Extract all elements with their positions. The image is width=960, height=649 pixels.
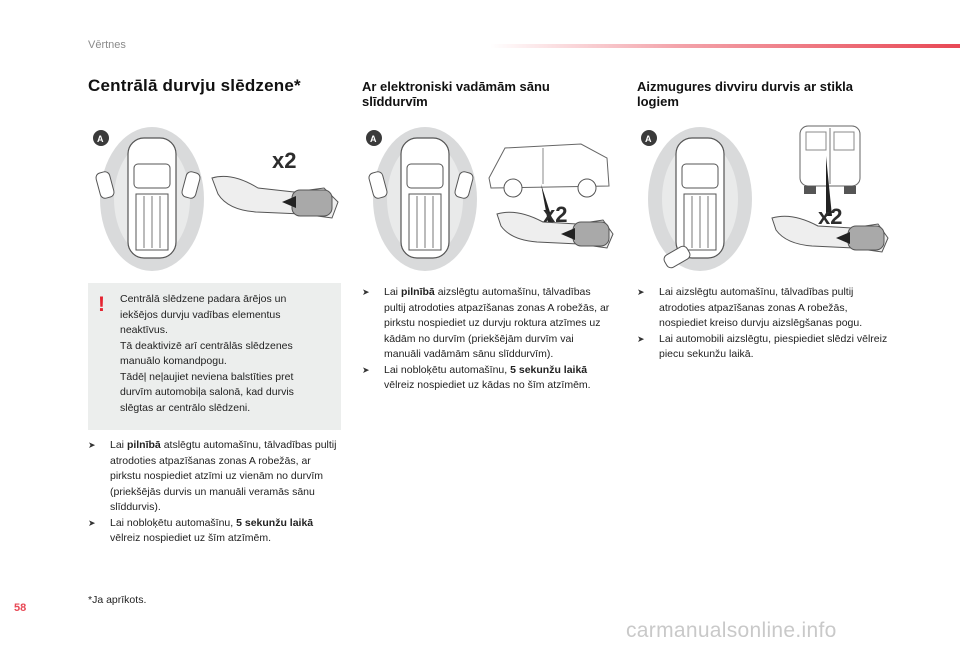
list-item: ➤ Lai automobili aizslēgtu, piespiediet slēdzi vēlreiz piecu sekunžu laikā. (637, 332, 888, 360)
pointer-icon: ➤ (637, 333, 645, 344)
watermark: carmanualsonline.info (626, 619, 837, 642)
section-heading-sliding-doors: Ar elektroniski vadāmām sānu slīddurvīm (362, 79, 550, 109)
list-item: ➤ Lai nobloķētu automašīnu, 5 sekunžu laikā vēlreiz nospiediet uz šīm atzīmēm. (88, 516, 314, 544)
list-item: ➤ Lai pilnībā atslēgtu automašīnu, tālvadības pultij atrodoties atpazīšanas zonas A robežās, ar pirkstu nospiediet atzīmi uz vienām no durvīm (priekšējās durvis un manuāli veramās sānu slīddurvis). (88, 439, 337, 513)
pointer-icon: ➤ (362, 364, 370, 375)
section-heading-rear-doors: Aizmugures divviru durvis ar stikla logiem (637, 79, 854, 109)
pointer-icon: ➤ (637, 287, 645, 297)
exclamation-icon: ! (98, 293, 105, 316)
footnote: *Ja aprīkots. (88, 594, 147, 606)
pointer-icon: ➤ (88, 440, 96, 450)
pointer-icon: ➤ (362, 287, 370, 297)
illustration-central-locking (92, 124, 342, 274)
zone-a-label: A (370, 134, 377, 144)
list-item: ➤ Lai nobloķētu automašīnu, 5 sekunžu laikā vēlreiz nospiediet uz kādas no šīm atzīmēm. (362, 363, 591, 391)
page-number: 58 (14, 602, 27, 614)
list-item: ➤ Lai pilnībā aizslēgtu automašīnu, tālvadības pultij atrodoties atpazīšanas zonas A robežās, ar pirkstu nospiediet uz durvju roktura atzīmes uz kādām no durvīm (priekšējām durvīm vai manuāli vadāmām sānu slīddurvīm). (362, 286, 610, 360)
tap-twice-label: x2 (272, 148, 297, 173)
section-title: Vērtnes (88, 39, 126, 51)
zone-a-label: A (97, 134, 104, 144)
right-instructions (637, 285, 889, 363)
middle-instructions (362, 285, 612, 394)
tap-twice-label: x2 (543, 202, 568, 227)
pointer-icon: ➤ (88, 517, 96, 528)
header-accent-bar (490, 44, 960, 48)
warning-text: Centrālā slēdzene padara ārējos un iekšējos durvju vadības elementus neaktīvus. Tā deaktivizē arī centrālās slēdzenes manuālo komandpogu. Tādēļ neļaujiet neviena balstīties pret durvīm automobiļa salonā, kad durvis slēgtas ar centrālo slēdzeni. (120, 293, 294, 414)
list-item: ➤ Lai aizslēgtu automašīnu, tālvadības pultij atrodoties atpazīšanas zonas A robežās, nospiediet kreiso durvju aizslēgšanas pogu. (637, 286, 863, 329)
left-instructions (88, 438, 340, 547)
warning-panel (88, 283, 341, 430)
illustration-sliding-doors (365, 124, 615, 274)
illustration-rear-doors (640, 124, 890, 274)
tap-twice-label: x2 (818, 204, 843, 229)
page-title: Centrālā durvju slēdzene* (88, 76, 301, 95)
zone-a-label: A (645, 134, 652, 144)
